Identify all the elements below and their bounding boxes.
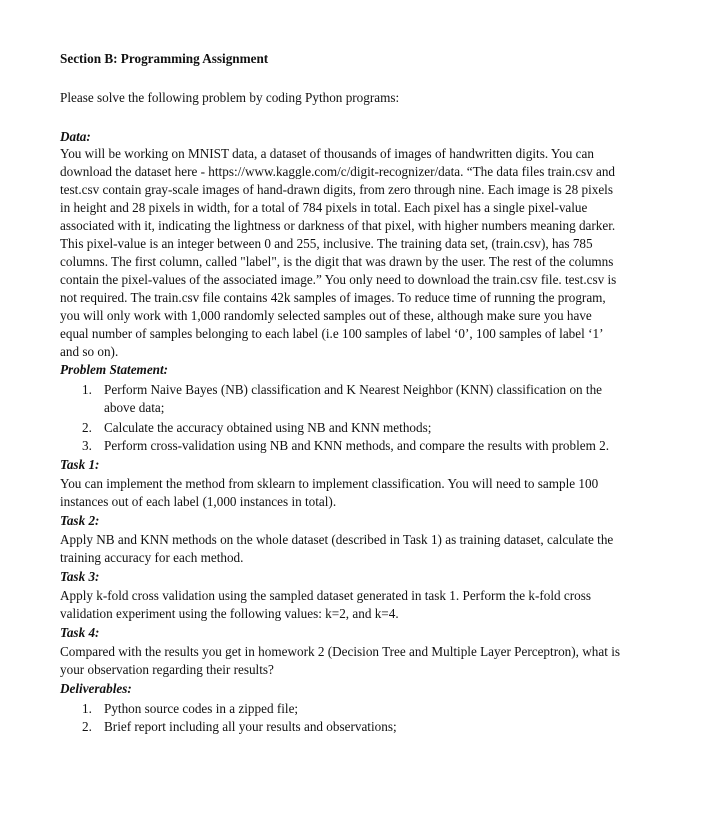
data-line: equal number of samples belonging to each label (i.e 100 samples of label ‘0’, 100 samples of label ‘1’ xyxy=(60,326,604,341)
list-number: 1. xyxy=(82,701,92,716)
list-item-text: Perform Naive Bayes (NB) classification and K Nearest Neighbor (KNN) classification on the xyxy=(104,382,603,397)
task2-line: training accuracy for each method. xyxy=(60,550,244,565)
data-line: test.csv contain gray-scale images of hand-drawn digits, from zero through nine. Each image is 28 pixels xyxy=(60,182,613,197)
task1-heading: Task 1: xyxy=(60,457,100,472)
data-line: This pixel-value is an integer between 0 and 255, inclusive. The training data set, (train.csv), has 785 xyxy=(60,236,593,251)
data-line: columns. The first column, called "label", is the digit that was drawn by the user. The rest of the columns xyxy=(60,254,614,269)
list-number: 1. xyxy=(82,382,92,397)
task2-line: Apply NB and KNN methods on the whole dataset (described in Task 1) as training dataset, calculate the xyxy=(60,532,614,547)
deliverable-item: Python source codes in a zipped file; xyxy=(104,701,299,716)
task4-line: your observation regarding their results? xyxy=(60,662,274,677)
list-number: 2. xyxy=(82,719,92,734)
list-item-text: above data; xyxy=(104,400,165,415)
section-title: Section B: Programming Assignment xyxy=(60,51,269,66)
intro-text: Please solve the following problem by coding Python programs: xyxy=(60,90,400,105)
problem-heading: Problem Statement: xyxy=(60,362,169,377)
task4-line: Compared with the results you get in homework 2 (Decision Tree and Multiple Layer Perceptron), what is xyxy=(60,644,620,659)
data-heading: Data: xyxy=(60,129,91,144)
list-number: 2. xyxy=(82,420,92,435)
data-line: and so on). xyxy=(60,344,119,359)
data-line: you will only work with 1,000 randomly selected samples out of these, although make sure you have xyxy=(60,308,592,323)
task3-line: Apply k-fold cross validation using the sampled dataset generated in task 1. Perform the k-fold cross xyxy=(60,588,592,603)
task1-line: instances out of each label (1,000 instances in total). xyxy=(60,494,337,509)
task4-heading: Task 4: xyxy=(60,625,100,640)
data-line: associated with it, indicating the lightness or darkness of that pixel, with higher numbers meaning darker. xyxy=(60,218,616,233)
data-line: in height and 28 pixels in width, for a total of 784 pixels in total. Each pixel has a single pixel-value xyxy=(60,200,588,215)
list-item-text: Perform cross-validation using NB and KNN methods, and compare the results with problem 2. xyxy=(104,438,610,453)
deliverable-item: Brief report including all your results and observations; xyxy=(104,719,397,734)
deliverables-heading: Deliverables: xyxy=(60,681,132,696)
data-line: contain the pixel-values of the associated image.” You only need to download the train.csv file. test.csv is xyxy=(60,272,617,287)
task2-heading: Task 2: xyxy=(60,513,100,528)
task3-heading: Task 3: xyxy=(60,569,100,584)
task3-line: validation experiment using the following values: k=2, and k=4. xyxy=(60,606,399,621)
data-line: You will be working on MNIST data, a dataset of thousands of images of handwritten digits. You can xyxy=(60,146,594,161)
data-line: download the dataset here - https://www.kaggle.com/c/digit-recognizer/data. “The data files train.csv and xyxy=(60,164,616,179)
list-number: 3. xyxy=(82,438,92,453)
data-line: not required. The train.csv file contains 42k samples of images. To reduce time of running the program, xyxy=(60,290,606,305)
list-item-text: Calculate the accuracy obtained using NB and KNN methods; xyxy=(104,420,432,435)
task1-line: You can implement the method from sklearn to implement classification. You will need to sample 100 xyxy=(60,476,599,491)
